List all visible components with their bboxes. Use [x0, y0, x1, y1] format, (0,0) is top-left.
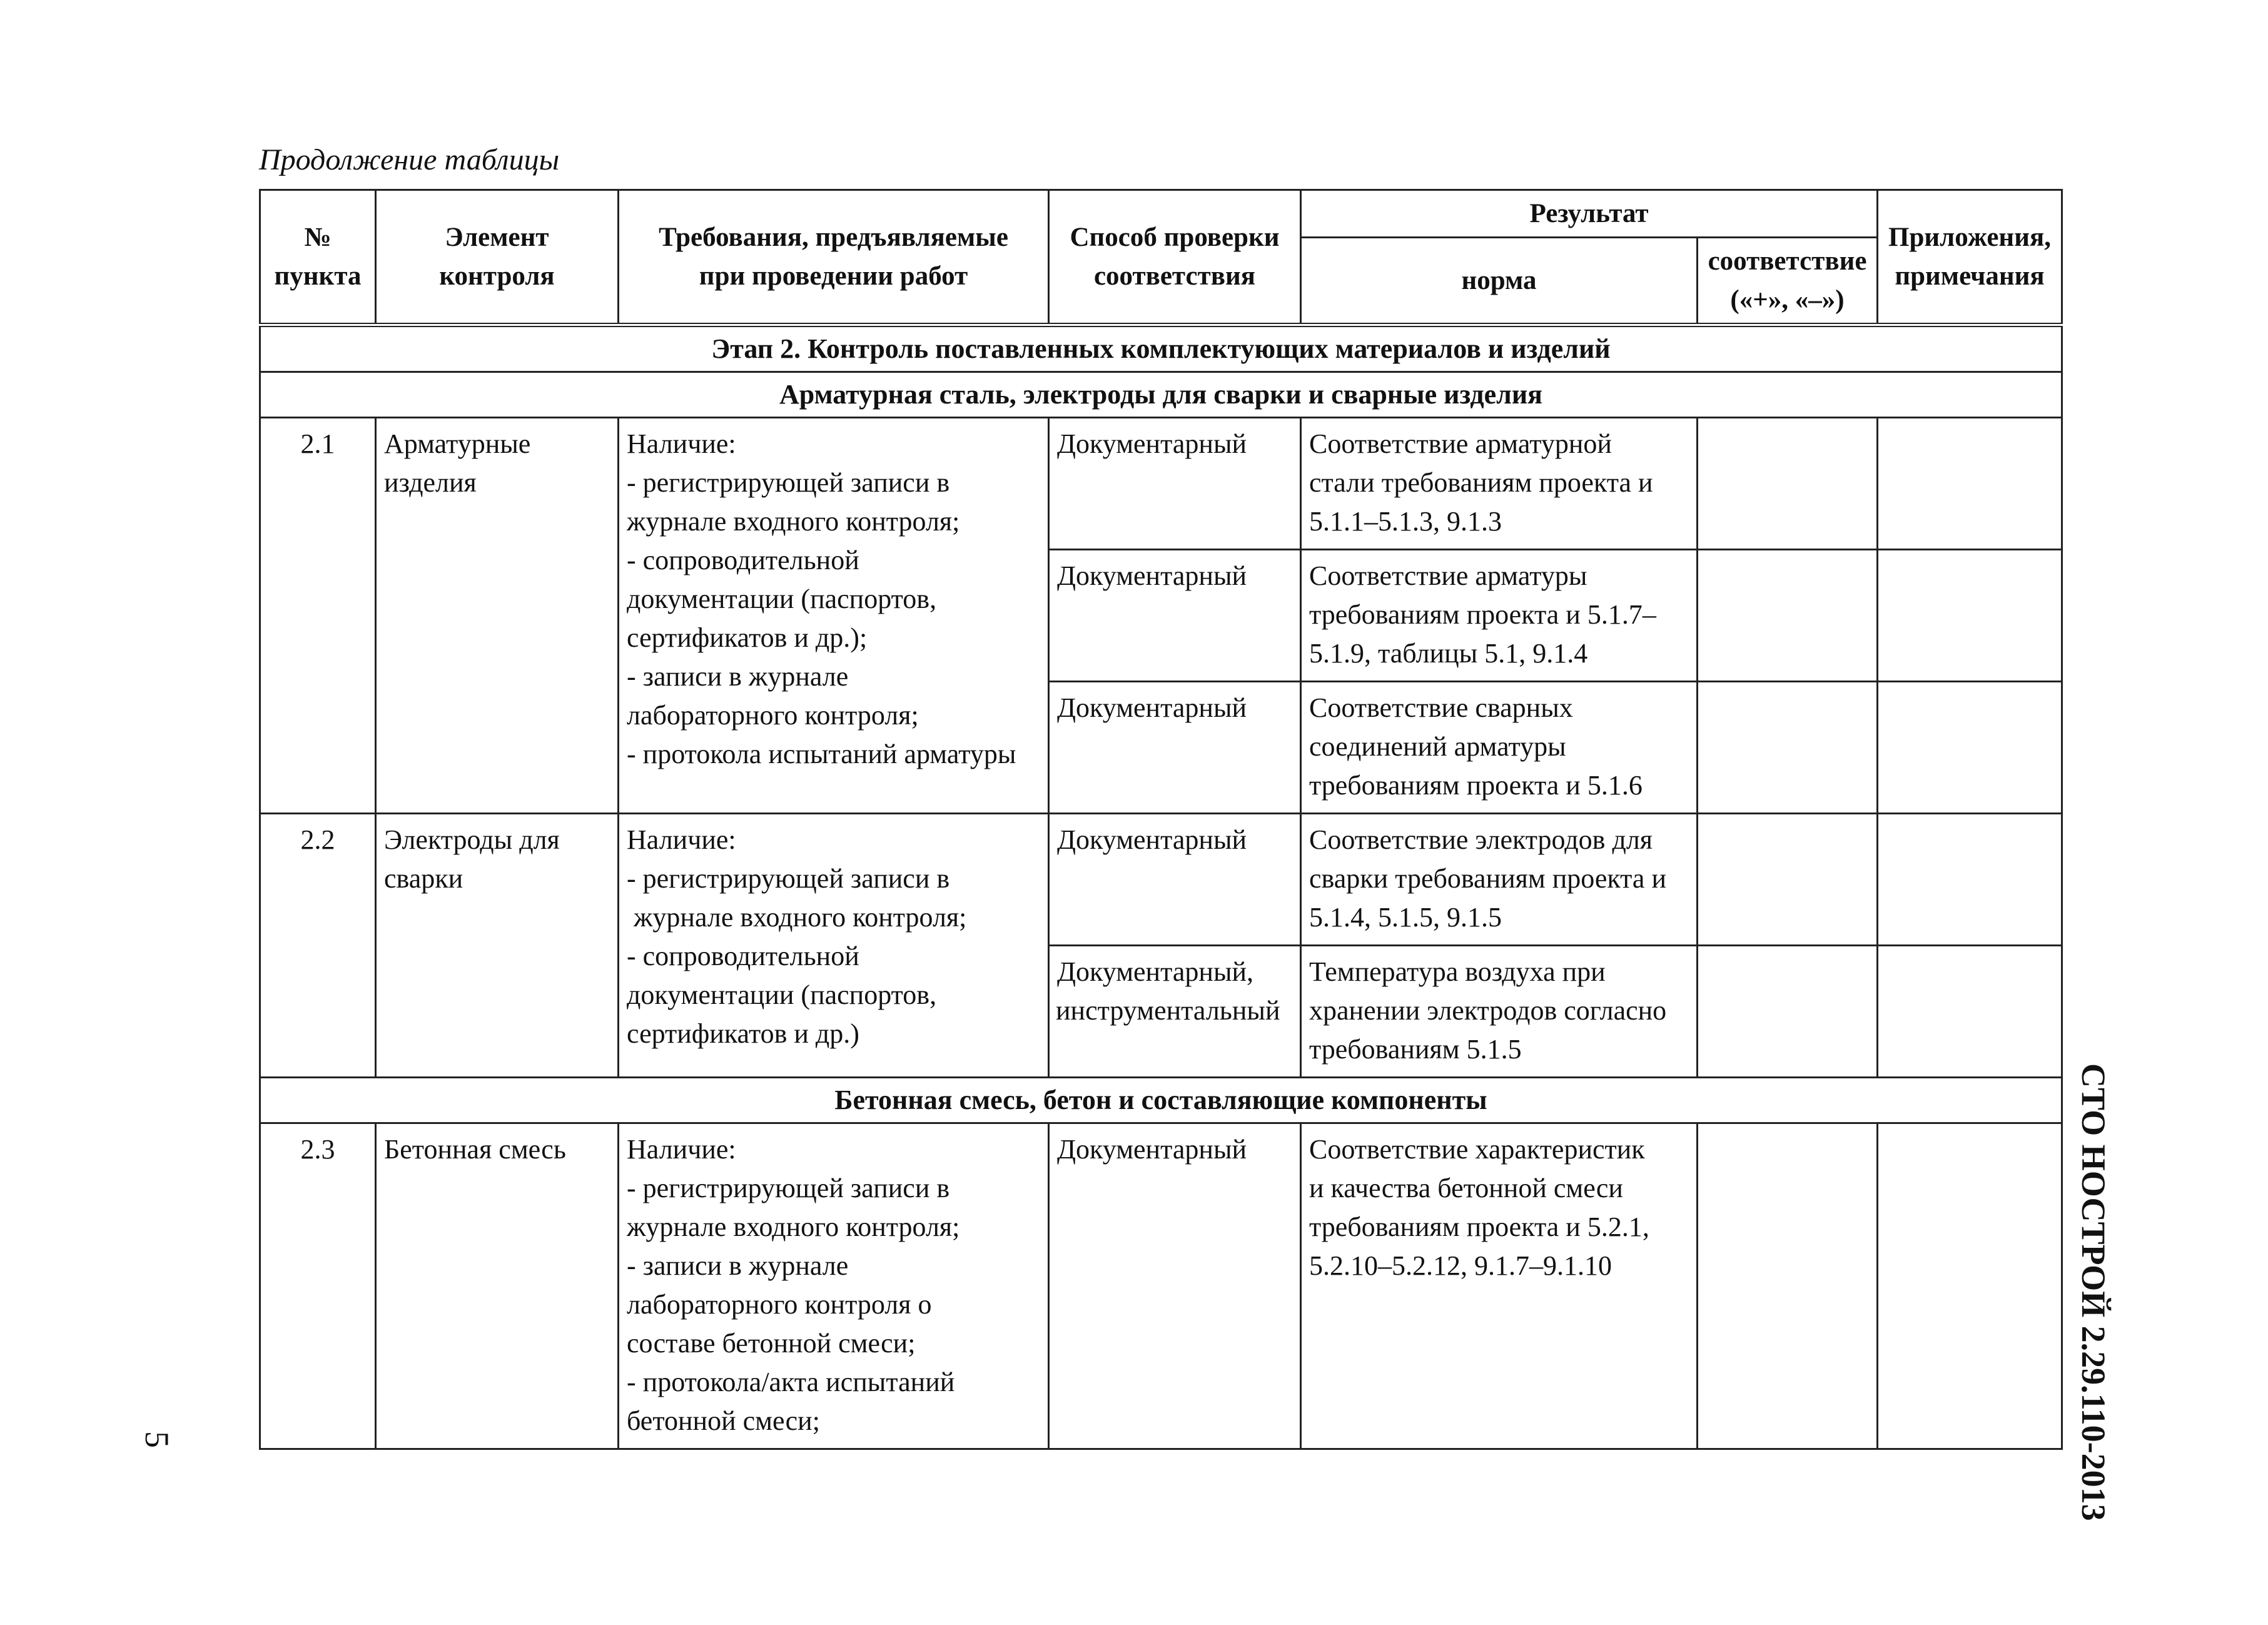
row-method: Документарный, инструментальный: [1049, 946, 1301, 1078]
row-element: Электроды для сварки: [376, 814, 619, 1078]
row-method: Документарный: [1049, 682, 1301, 814]
row-requirements: Наличие: - регистрирующей записи в журнале входного контроля; - сопроводительной документации (паспортов, сертификатов и др.); - записи в журнале лабораторного контроля; - протокола испытаний арматуры: [619, 418, 1049, 814]
row-number: 2.3: [260, 1123, 376, 1449]
row-notes: [1878, 682, 2062, 814]
section-title: Арматурная сталь, электроды для сварки и сварные изделия: [260, 372, 2062, 418]
header-compliance: соответствие («+», «–»): [1698, 238, 1878, 325]
page-number: 5: [138, 1431, 176, 1448]
row-compliance: [1698, 418, 1878, 550]
table-caption: Продолжение таблицы: [259, 143, 560, 176]
header-norm: норма: [1301, 238, 1698, 325]
row-norm: Соответствие арматуры требованиям проекта и 5.1.7– 5.1.9, таблицы 5.1, 9.1.4: [1301, 550, 1698, 682]
row-method: Документарный: [1049, 418, 1301, 550]
row-notes: [1878, 1123, 2062, 1449]
row-compliance: [1698, 1123, 1878, 1449]
row-number: 2.1: [260, 418, 376, 814]
header-notes: Приложения, примечания: [1878, 190, 2062, 325]
header-element: Элемент контроля: [376, 190, 619, 325]
row-norm: Соответствие арматурной стали требованиям проекта и 5.1.1–5.1.3, 9.1.3: [1301, 418, 1698, 550]
row-number: 2.2: [260, 814, 376, 1078]
header-requirements: Требования, предъявляемые при проведении работ: [619, 190, 1049, 325]
row-notes: [1878, 550, 2062, 682]
row-compliance: [1698, 682, 1878, 814]
row-notes: [1878, 418, 2062, 550]
row-compliance: [1698, 814, 1878, 946]
row-method: Документарный: [1049, 1123, 1301, 1449]
row-method: Документарный: [1049, 814, 1301, 946]
section-title: Бетонная смесь, бетон и составляющие компоненты: [260, 1078, 2062, 1123]
stage-title: Этап 2. Контроль поставленных комплектующих материалов и изделий: [260, 325, 2062, 372]
row-notes: [1878, 814, 2062, 946]
row-compliance: [1698, 946, 1878, 1078]
row-norm: Температура воздуха при хранении электродов согласно требованиям 5.1.5: [1301, 946, 1698, 1078]
row-norm: Соответствие электродов для сварки требованиям проекта и 5.1.4, 5.1.5, 9.1.5: [1301, 814, 1698, 946]
row-requirements: Наличие: - регистрирующей записи в журнале входного контроля; - записи в журнале лабораторного контроля о составе бетонной смеси; - протокола/акта испытаний бетонной смеси;: [619, 1123, 1049, 1449]
row-norm: Соответствие характеристик и качества бетонной смеси требованиям проекта и 5.2.1, 5.2.10–5.2.12, 9.1.7–9.1.10: [1301, 1123, 1698, 1449]
row-notes: [1878, 946, 2062, 1078]
header-result: Результат: [1301, 190, 1878, 238]
row-element: Арматурные изделия: [376, 418, 619, 814]
control-table: [259, 189, 2063, 1450]
row-norm: Соответствие сварных соединений арматуры требованиям проекта и 5.1.6: [1301, 682, 1698, 814]
row-method: Документарный: [1049, 550, 1301, 682]
header-method: Способ проверки соответствия: [1049, 190, 1301, 325]
row-element: Бетонная смесь: [376, 1123, 619, 1449]
row-compliance: [1698, 550, 1878, 682]
row-requirements: Наличие: - регистрирующей записи в журнале входного контроля; - сопроводительной документации (паспортов, сертификатов и др.): [619, 814, 1049, 1078]
document-code: СТО НОСТРОЙ 2.29.110-2013: [2075, 1063, 2112, 1521]
header-num: № пункта: [260, 190, 376, 325]
